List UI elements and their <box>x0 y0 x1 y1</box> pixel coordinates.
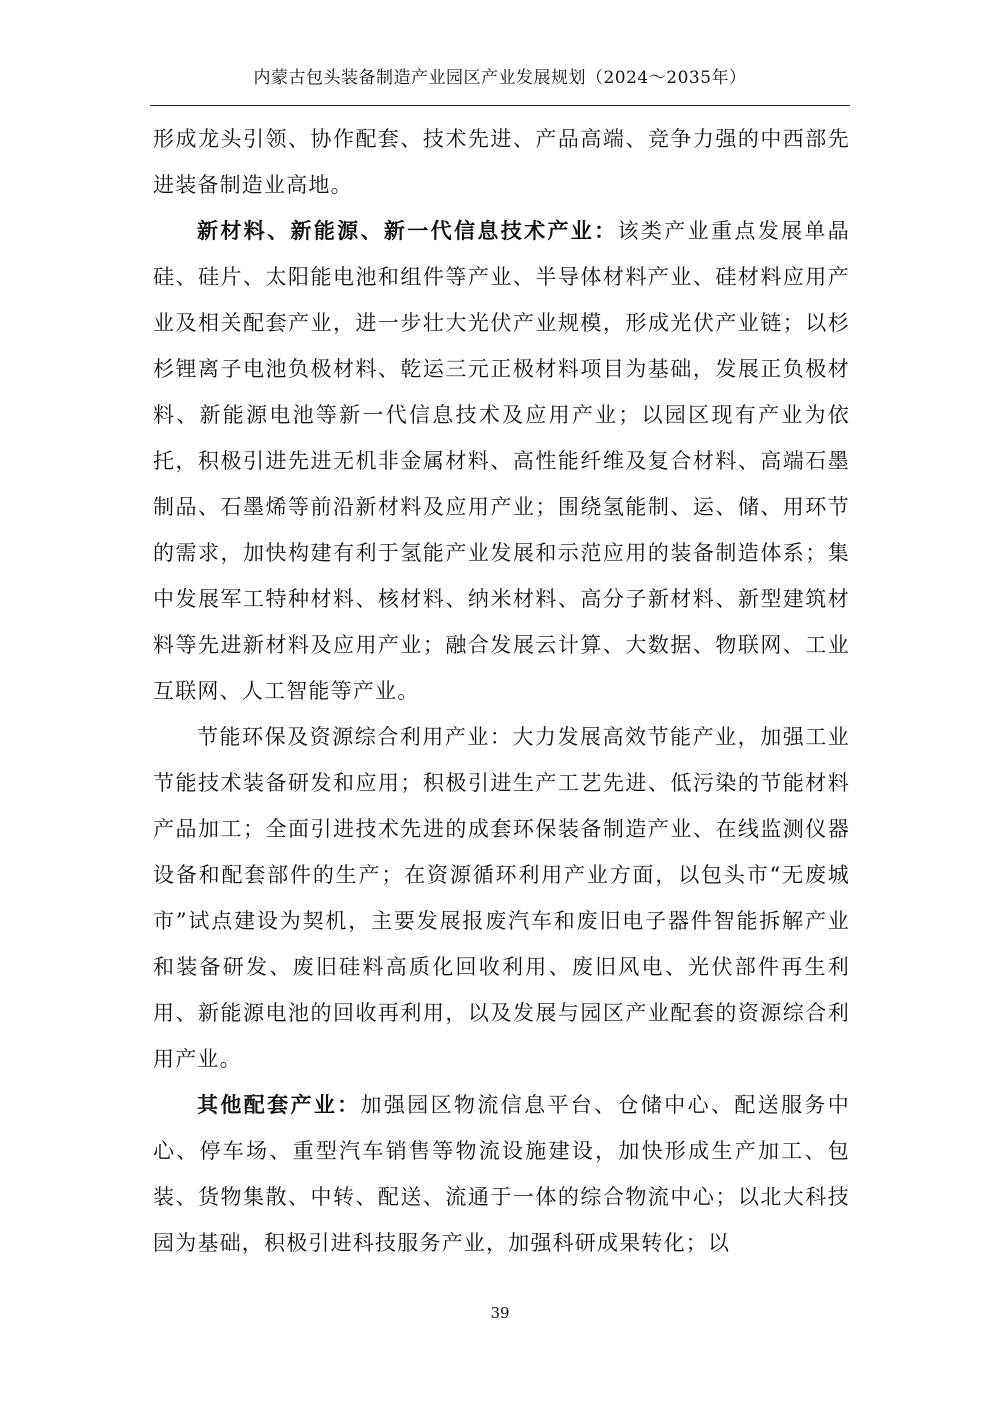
paragraph-other-supporting-industry <box>153 1082 850 1266</box>
paragraph-heading: 新材料、新能源、新一代信息技术产业： <box>197 218 618 243</box>
paragraph-energy-saving-industry <box>153 714 850 1082</box>
paragraph-text: 节能环保及资源综合利用产业：大力发展高效节能产业，加强工业节能技术装备研发和应用；积极引进生产工艺先进、低污染的节能材料产品加工；全面引进技术先进的成套环保装备制造产业、在线监测仪器设备和配套部件的生产；在资源循环利用产业方面，以包头市“无废城市”试点建设为契机，主要发展报废汽车和废旧电子器件智能拆解产业和装备研发、废旧硅料高质化回收利用、废旧风电、光伏部件再生利用、新能源电池的回收再利用，以及发展与园区产业配套的资源综合利用产业。 <box>153 725 850 1071</box>
paragraph-text: 该类产业重点发展单晶硅、硅片、太阳能电池和组件等产业、半导体材料产业、硅材料应用产业及相关配套产业，进一步壮大光伏产业规模，形成光伏产业链；以杉杉锂离子电池负极材料、乾运三元正极材料项目为基础，发展正负极材料、新能源电池等新一代信息技术及应用产业；以园区现有产业为依托，积极引进先进无机非金属材料、高性能纤维及复合材料、高端石墨制品、石墨烯等前沿新材料及应用产业；围绕氢能制、运、储、用环节的需求，加快构建有利于氢能产业发展和示范应用的装备制造体系；集中发展军工特种材料、核材料、纳米材料、高分子新材料、新型建筑材料等先进新材料及应用产业；融合发展云计算、大数据、物联网、工业互联网、人工智能等产业。 <box>153 219 850 703</box>
page-header-title: 内蒙古包头装备制造产业园区产业发展规划（2024～2035年） <box>253 68 747 88</box>
page-number: 39 <box>490 1304 510 1322</box>
paragraph-continuation <box>153 116 850 208</box>
header-divider <box>150 105 850 106</box>
paragraph-new-materials-industry <box>153 208 850 714</box>
paragraph-heading: 其他配套产业： <box>197 1092 361 1117</box>
paragraph-text: 形成龙头引领、协作配套、技术先进、产品高端、竞争力强的中西部先进装备制造业高地。 <box>153 127 850 197</box>
paragraph-text: 加强园区物流信息平台、仓储中心、配送服务中心、停车场、重型汽车销售等物流设施建设，加快形成生产加工、包装、货物集散、中转、配送、流通于一体的综合物流中心；以北大科技园为基础，积极引进科技服务产业，加强科研成果转化；以 <box>153 1093 850 1255</box>
body-text <box>153 116 850 1266</box>
